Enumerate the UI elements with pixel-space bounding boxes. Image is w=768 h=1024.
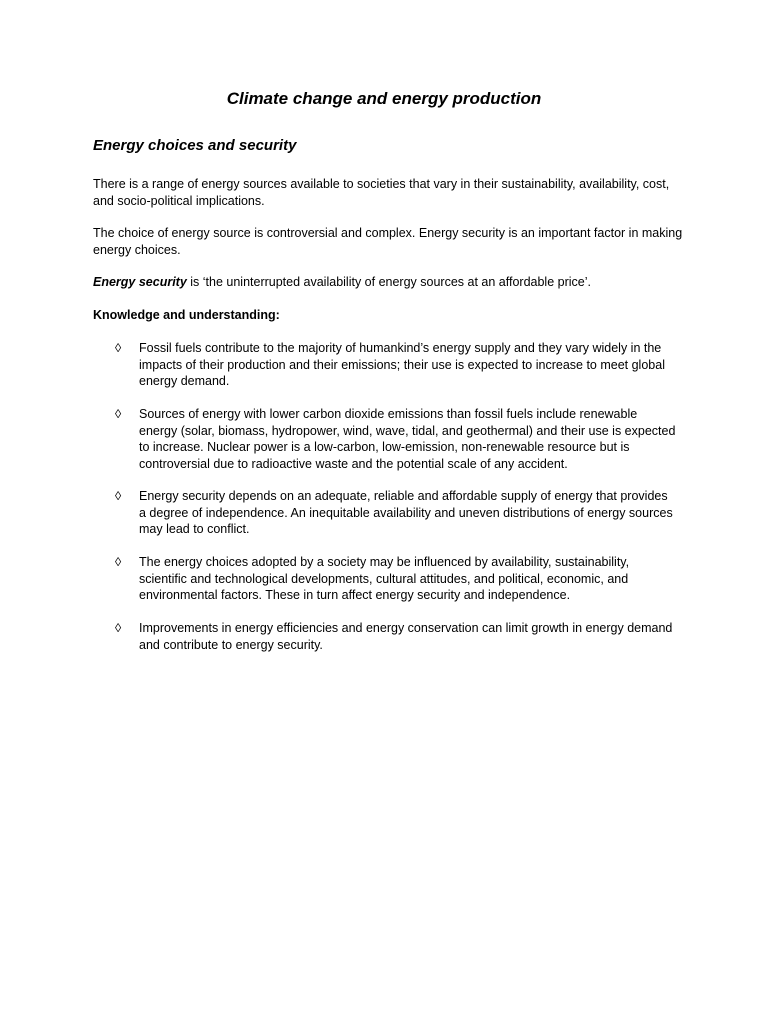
section-subtitle: Energy choices and security xyxy=(93,137,297,154)
list-item-text: Energy security depends on an adequate, reliable and affordable supply of energy that provides a degree of independence. An inequitable availability and uneven distributions of energy sources may lead to conflict. xyxy=(139,489,673,537)
knowledge-heading: Knowledge and understanding: xyxy=(93,308,280,322)
definition-term: Energy security xyxy=(93,275,187,289)
lozenge-bullet-icon: ◊ xyxy=(115,555,122,569)
list-item-text: Sources of energy with lower carbon dioxide emissions than fossil fuels include renewable energy (solar, biomass, hydropower, wind, wave, tidal, and geothermal) and their use is expected to increase. Nuclear power is a low-carbon, low-emission, non-renewable resource but is controversial due to radioactive waste and the potential scale of any accident. xyxy=(139,407,676,471)
lozenge-bullet-icon: ◊ xyxy=(115,489,122,503)
intro-paragraph: There is a range of energy sources available to societies that vary in their sustainability, availability, cost, and socio-political implications. xyxy=(93,177,670,208)
list-item-text: The energy choices adopted by a society may be influenced by availability, sustainability, scientific and technological developments, cultural attitudes, and political, economic, and environmental factors. These in turn affect energy security and independence. xyxy=(139,555,630,603)
lozenge-bullet-icon: ◊ xyxy=(115,621,122,635)
lozenge-bullet-icon: ◊ xyxy=(115,407,122,421)
document-title: Climate change and energy production xyxy=(226,89,542,108)
lozenge-bullet-icon: ◊ xyxy=(115,341,122,355)
list-item-text: Fossil fuels contribute to the majority of humankind’s energy supply and they vary widely in the impacts of their production and their emissions; their use is expected to increase to meet global energy demand. xyxy=(139,341,665,389)
choice-paragraph: The choice of energy source is controversial and complex. Energy security is an important factor in making energy choices. xyxy=(93,226,683,257)
list-item-text: Improvements in energy efficiencies and energy conservation can limit growth in energy demand and contribute to energy security. xyxy=(139,621,673,652)
definition-paragraph xyxy=(93,274,683,291)
definition-text: is ‘the uninterrupted availability of energy sources at an affordable price’. xyxy=(186,275,591,289)
